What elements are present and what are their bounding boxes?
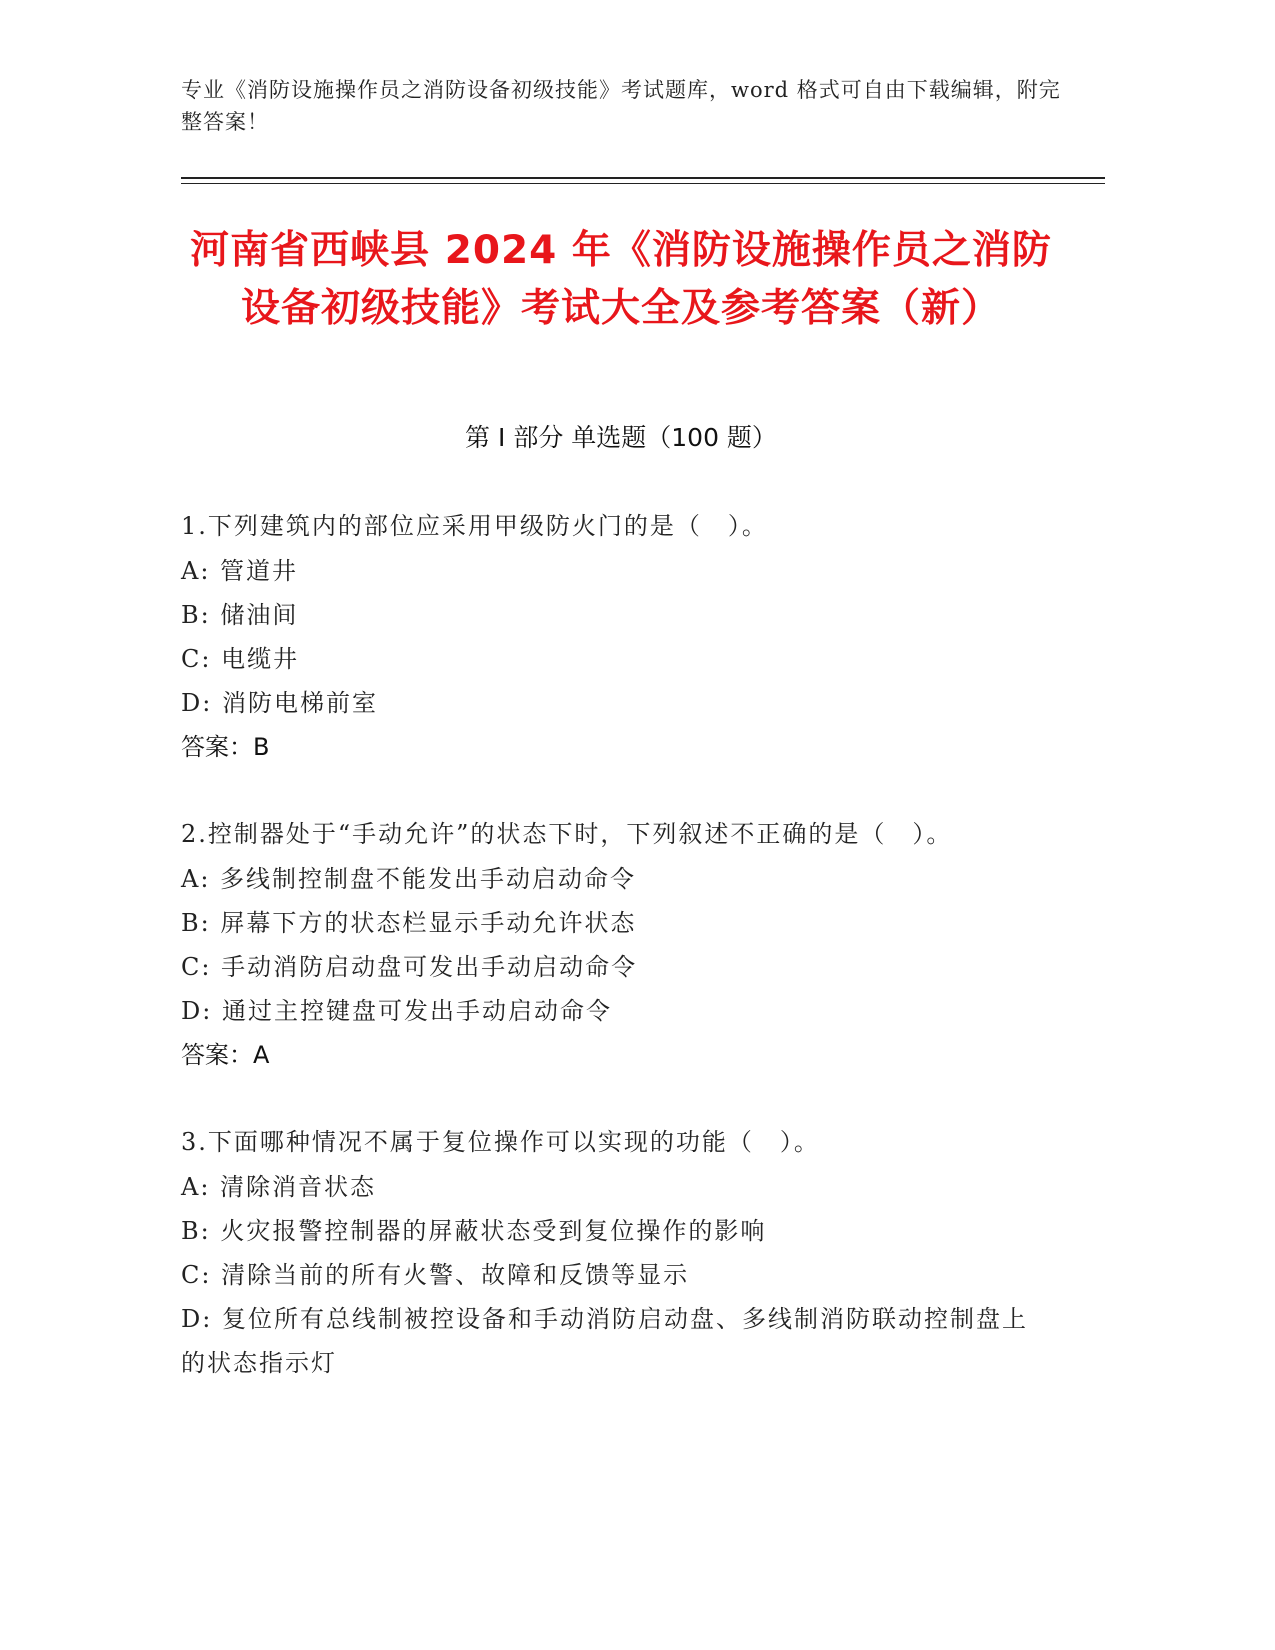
option-c: C: 电缆井 [181,645,300,673]
question-1 [181,504,1031,769]
option-a: A: 清除消音状态 [181,1173,377,1201]
section-title: 第 I 部分 单选题（100 题） [465,423,777,452]
header-divider-thick [181,177,1105,179]
option-d: D: 通过主控键盘可发出手动启动命令 [181,997,612,1025]
question-stem: 1.下列建筑内的部位应采用甲级防火门的是（ ）。 [181,512,768,540]
header-note: 专业《消防设施操作员之消防设备初级技能》考试题库，word 格式可自由下载编辑，附完整答案！ [181,78,1061,134]
answer: 答案：B [181,733,270,761]
option-a: A: 多线制控制盘不能发出手动启动命令 [181,865,637,893]
option-a: A: 管道井 [181,557,299,585]
answer: 答案：A [181,1041,270,1069]
option-d: D: 复位所有总线制被控设备和手动消防启动盘、多线制消防联动控制盘上的状态指示灯 [181,1305,1028,1377]
question-list [181,504,1031,1428]
option-c: C: 手动消防启动盘可发出手动启动命令 [181,953,638,981]
option-d: D: 消防电梯前室 [181,689,378,717]
question-2 [181,812,1031,1077]
question-3 [181,1120,1031,1385]
question-stem: 2.控制器处于“手动允许”的状态下时，下列叙述不正确的是（ ）。 [181,820,953,848]
option-b: B: 屏幕下方的状态栏显示手动允许状态 [181,909,637,937]
document-title: 河南省西峡县 2024 年《消防设施操作员之消防设备初级技能》考试大全及参考答案（新） [190,228,1052,331]
option-b: B: 储油间 [181,601,299,629]
option-b: B: 火灾报警控制器的屏蔽状态受到复位操作的影响 [181,1217,767,1245]
option-c: C: 清除当前的所有火警、故障和反馈等显示 [181,1261,690,1289]
header-divider-thin [181,183,1105,184]
question-stem: 3.下面哪种情况不属于复位操作可以实现的功能（ ）。 [181,1128,820,1156]
